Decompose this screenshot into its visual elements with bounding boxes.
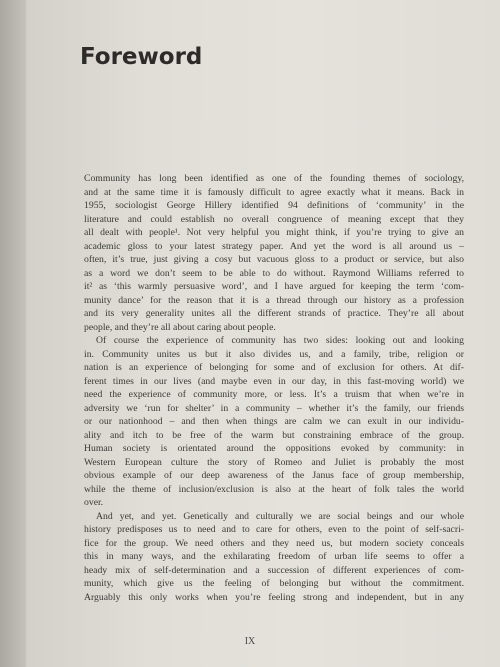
text-line: or our nationhood – and then when things are calm we can exult in our individu- <box>84 416 464 427</box>
text-line: obvious example of our deep awareness of the Janus face of group membership, <box>84 470 464 481</box>
text-line: history predisposes us to need and to care for others, even to the point of self-sacri- <box>84 524 464 535</box>
text-line: Human society is orientated around the oppositions evoked by community: in <box>84 443 464 454</box>
page-number: IX <box>244 636 256 647</box>
text-line: nation is an experience of belonging for some and of exclusion for others. At dif- <box>84 362 464 373</box>
text-line: ferent times in our lives (and maybe even in our day, in this fast-moving world) we <box>84 375 464 387</box>
text-line: Of course the experience of community has two sides: looking out and looking <box>96 335 464 346</box>
paragraph <box>84 334 464 510</box>
text-line: Community has long been identified as one of the founding themes of sociology, <box>84 173 464 184</box>
text-line: And yet, and yet. Genetically and culturally we are social beings and our whole <box>96 510 464 522</box>
text-line: in. Community unites us but it also divides us, and a family, tribe, religion or <box>84 348 464 360</box>
text-line: munity dance’ for the reason that it is a thread through our history as a profession <box>84 294 464 306</box>
text-line: literature and could establish no overall congruence of meaning except that they <box>84 213 464 225</box>
book-gutter <box>0 0 26 667</box>
paragraph <box>84 172 464 334</box>
text-line: and its very generality unites all the different strands of practice. They’re all about <box>84 308 464 319</box>
text-line: Arguably this only works when you’re feeling strong and independent, but in any <box>84 591 464 603</box>
text-line: all dealt with people¹. Not very helpful you might think, if you’re trying to give an <box>84 227 464 238</box>
text-line: over. <box>84 497 104 508</box>
text-line: heady mix of self-determination and a succession of different experiences of com- <box>84 564 464 576</box>
text-line: academic gloss to your latest strategy paper. And yet the word is all around us – <box>84 240 464 252</box>
text-line: 1955, sociologist George Hillery identified 94 definitions of ‘community’ in the <box>84 200 464 211</box>
text-line: while the theme of inclusion/exclusion is also at the heart of folk tales the world <box>84 483 464 495</box>
text-line: often, it’s true, just giving a cosy but vacuous gloss to a product or service, but also <box>84 254 464 265</box>
text-line: fice for the group. We need others and they need us, but modern society conceals <box>84 537 464 549</box>
text-line: this in many ways, and the exhilarating freedom of urban life seems to offer a <box>84 551 464 562</box>
text-line: and at the same time it is famously difficult to agree exactly what it means. Back in <box>84 186 464 198</box>
paragraph <box>84 510 464 605</box>
text-line: it² as ‘this warmly persuasive word’, and I have argued for keeping the term ‘com- <box>84 281 464 292</box>
text-line: need the experience of community more, or less. It’s a truism that when we’re in <box>84 389 464 400</box>
text-line: Western European culture the story of Romeo and Juliet is probably the most <box>84 456 464 468</box>
text-line: people, and they’re all about caring about people. <box>84 321 276 333</box>
text-line: as a word we don’t seem to be able to do without. Raymond Williams referred to <box>84 267 464 279</box>
chapter-heading: Foreword <box>80 44 203 70</box>
text-line: munity, which give us the feeling of belonging but without the commitment. <box>84 578 464 589</box>
text-line: ality and itch to be free of the warm but constraining embrace of the group. <box>84 429 464 441</box>
body-text <box>84 172 464 604</box>
text-line: adversity we ‘run for shelter’ in a community – whether it’s the family, our friends <box>84 402 464 414</box>
